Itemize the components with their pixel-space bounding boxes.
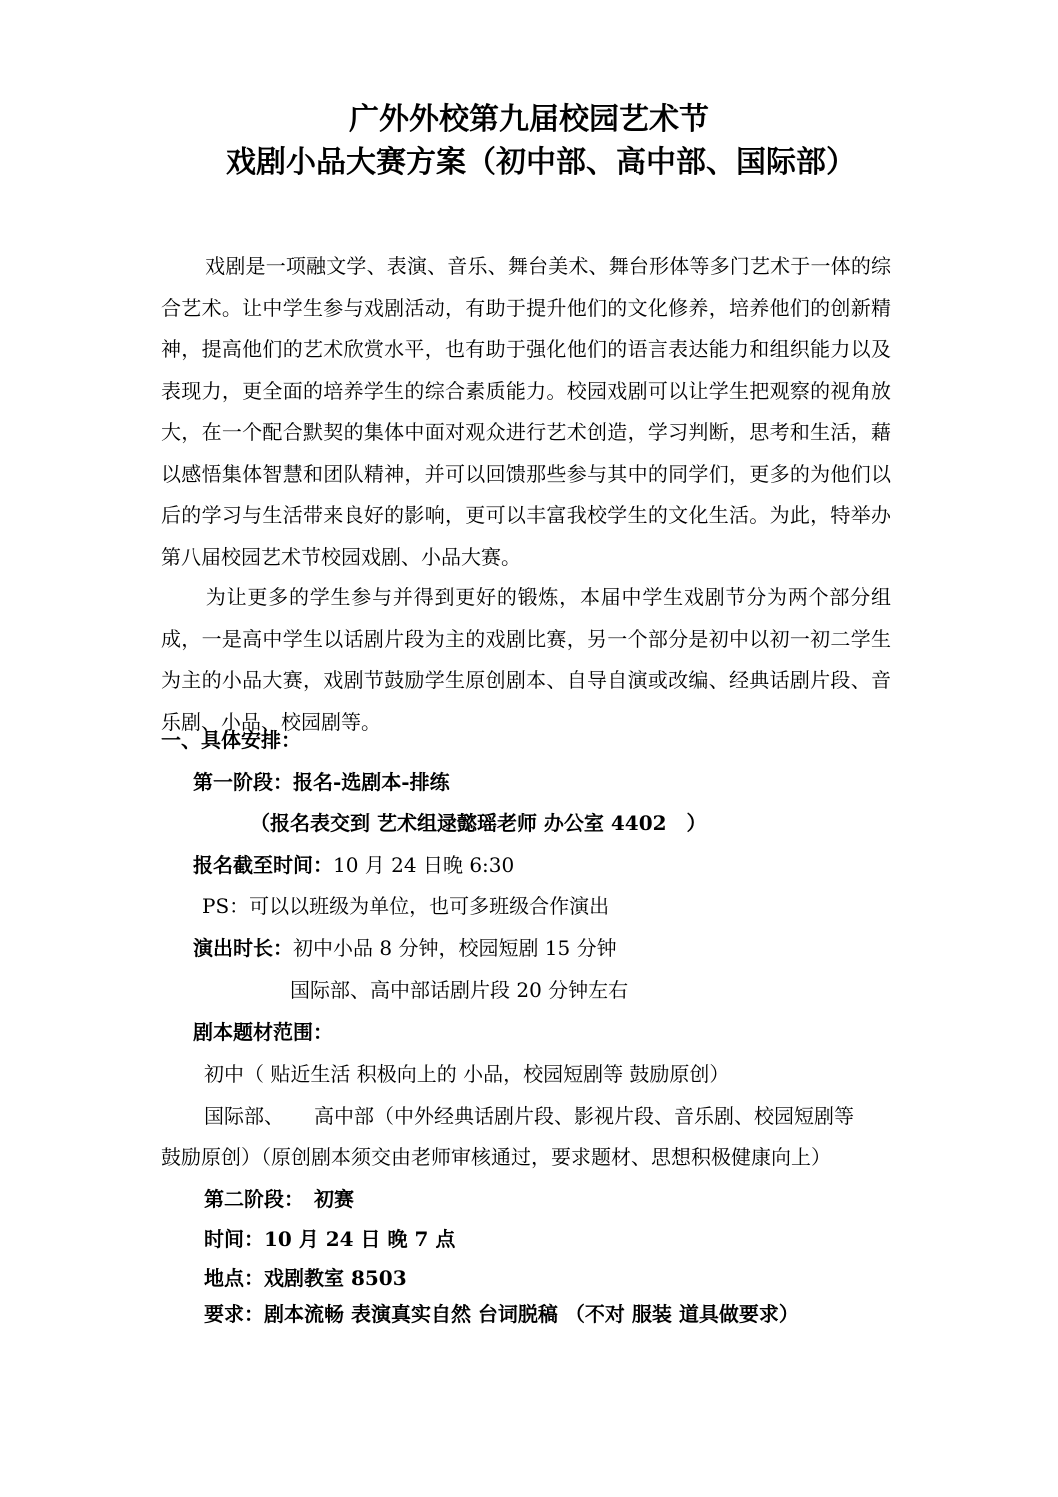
intro-paragraph-text: 戏剧是一项融文学、表演、音乐、舞台美术、舞台形体等多门艺术于一体的综合艺术。让中学生参与戏剧活动，有助于提升他们的文化修养，培养他们的创新精神，提高他们的艺术欣赏水平，也有助于强化他们的语言表达能力和组织能力以及表现力，更全面的培养学生的综合素质能力。校园戏剧可以让学生把观察的视角放大，在一个配合默契的集体中面对观众进行艺术创造，学习判断，思考和生活，藉以感悟集体智慧和团队精神，并可以回馈那些参与其中的同学们，更多的为他们以后的学习与生活带来良好的影响，更可以丰富我校学生的文化生活。为此，特举办第八届校园艺术节校园戏剧、小品大赛。 <box>161 254 891 569</box>
scope-label: 剧本题材范围： <box>193 1020 333 1044</box>
stage1-heading: 第一阶段：报名-选剧本-排练 <box>193 770 450 794</box>
duration-line <box>193 934 617 962</box>
deadline-value: 10 月 24 日晚 6:30 <box>333 853 515 877</box>
second-paragraph <box>161 577 891 743</box>
document-title-line2: 戏剧小品大赛方案（初中部、高中部、国际部） <box>226 145 856 180</box>
deadline-label: 报名截至时间： <box>193 853 333 877</box>
intro-paragraph <box>161 246 891 578</box>
ps-note: PS：可以以班级为单位，也可多班级合作演出 <box>202 894 610 918</box>
stage1-note: （报名表交到 艺术组逯懿瑶老师 办公室 4402 ） <box>250 811 707 835</box>
second-paragraph-text: 为让更多的学生参与并得到更好的锻炼，本届中学生戏剧节分为两个部分组成，一是高中学生以话剧片段为主的戏剧比赛，另一个部分是初中以初一初二学生为主的小品大赛，戏剧节鼓励学生原创剧本、自导自演或改编、经典话剧片段、音乐剧、小品、校园剧等。 <box>161 585 891 734</box>
deadline-line <box>193 851 514 879</box>
duration-value2: 国际部、高中部话剧片段 20 分钟左右 <box>290 978 629 1002</box>
time-line: 时间：10 月 24 日 晚 7 点 <box>204 1227 456 1251</box>
requirement-line: 要求：剧本流畅 表演真实自然 台词脱稿 （不对 服装 道具做要求） <box>204 1302 799 1326</box>
scope-senior-line2: 鼓励原创）（原创剧本须交由老师审核通过，要求题材、思想积极健康向上） <box>161 1145 831 1169</box>
scope-senior-line1: 国际部、 高中部（中外经典话剧片段、影视片段、音乐剧、校园短剧等 <box>204 1104 854 1128</box>
second-section <box>161 577 891 743</box>
stage2-heading: 第二阶段： 初赛 <box>204 1187 354 1211</box>
document-title-line1: 广外外校第九届校园艺术节 <box>349 102 709 137</box>
section1-heading: 一、具体安排： <box>161 728 301 752</box>
duration-value1: 初中小品 8 分钟，校园短剧 15 分钟 <box>293 936 617 960</box>
duration-label: 演出时长： <box>193 936 293 960</box>
place-line: 地点：戏剧教室 8503 <box>204 1266 407 1290</box>
scope-junior: 初中（ 贴近生活 积极向上的 小品，校园短剧等 鼓励原创） <box>204 1062 730 1086</box>
intro-section <box>161 246 891 578</box>
